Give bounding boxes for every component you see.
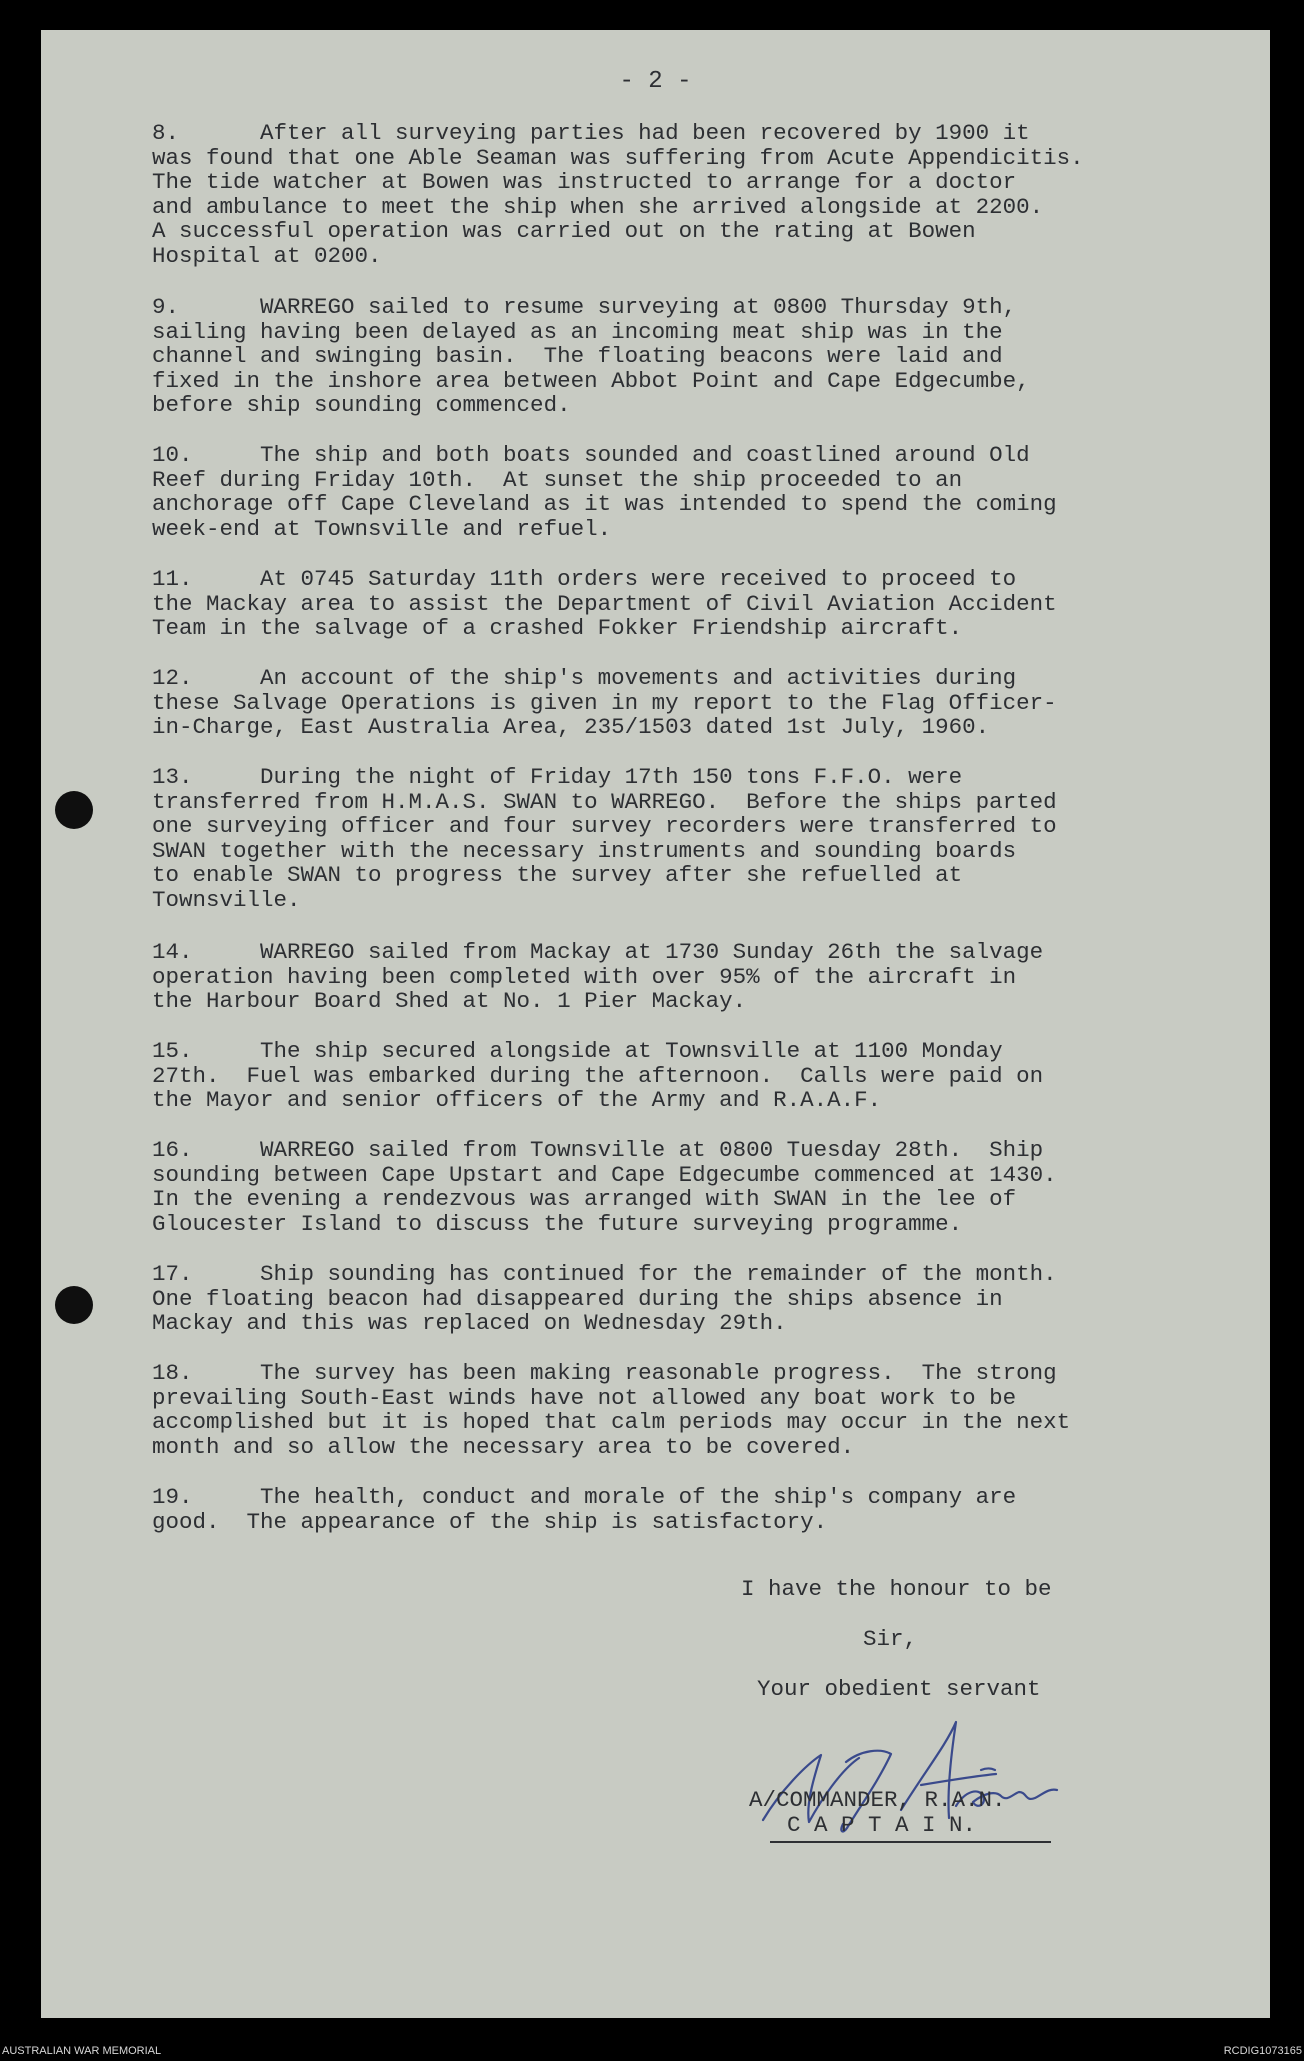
closing-line: I have the honour to be [741, 1576, 1052, 1602]
paragraph-17: 17. Ship sounding has continued for the remainder of the month. One floating beacon had disappeared during the ships absence in Mackay and this was replaced on Wednesday 29th. [152, 1261, 1057, 1337]
salutation: Sir, [863, 1626, 918, 1652]
footer-record-id: RCDIG1073165 [1223, 2045, 1302, 2057]
signatory-title: C A P T A I N. [787, 1812, 977, 1838]
paragraph-11: 11. At 0745 Saturday 11th orders were received to proceed to the Mackay area to assist the Department of Civil Aviation Accident Team in the salvage of a crashed Fokker Friendship aircraft. [152, 566, 1057, 642]
paragraph-19: 19. The health, conduct and morale of the ship's company are good. The appearance of the ship is satisfactory. [152, 1484, 1017, 1535]
closing-line: Your obedient servant [757, 1676, 1041, 1702]
signatory-rank: A/COMMANDER, R.A.N. [749, 1787, 1006, 1813]
paragraph-9: 9. WARREGO sailed to resume surveying at 0800 Thursday 9th, sailing having been delayed as an incoming meat ship was in the channel and swinging basin. The floating beacons were laid and fixed in the inshore area between Abbot Point and Cape Edgecumbe, before ship sounding commenced. [152, 294, 1030, 419]
paragraph-14: 14. WARREGO sailed from Mackay at 1730 Sunday 26th the salvage operation having been completed with over 95% of the aircraft in the Harbour Board Shed at No. 1 Pier Mackay. [152, 939, 1044, 1015]
paragraph-15: 15. The ship secured alongside at Townsville at 1100 Monday 27th. Fuel was embarked during the afternoon. Calls were paid on the Mayor and senior officers of the Army and R.A.A.F. [152, 1038, 1044, 1114]
paragraph-13: 13. During the night of Friday 17th 150 tons F.F.O. were transferred from H.M.A.S. SWAN to WARREGO. Before the ships parted one surveying officer and four survey recorders were transferred to SWAN together with the necessary instruments and sounding boards to enable SWAN to progress the survey after she refuelled at Townsville. [152, 764, 1057, 913]
paragraph-16: 16. WARREGO sailed from Townsville at 0800 Tuesday 28th. Ship sounding between Cape Upstart and Cape Edgecumbe commenced at 1430. In the evening a rendezvous was arranged with SWAN in the lee of Gloucester Island to discuss the future surveying programme. [152, 1137, 1057, 1237]
document-page [41, 30, 1270, 2018]
paragraph-8: 8. After all surveying parties had been recovered by 1900 it was found that one Able Seaman was suffering from Acute Appendicitis. The tide watcher at Bowen was instructed to arrange for a doctor and ambulance to meet the ship when she arrived alongside at 2200. A successful operation was carried out on the rating at Bowen Hospital at 0200. [152, 120, 1084, 269]
footer-archive-name: AUSTRALIAN WAR MEMORIAL [2, 2045, 162, 2057]
punch-hole [55, 791, 93, 829]
paragraph-12: 12. An account of the ship's movements and activities during these Salvage Operations is given in my report to the Flag Officer- in-Charge, East Australia Area, 235/1503 dated 1st July, 1960. [152, 665, 1057, 741]
paragraph-10: 10. The ship and both boats sounded and coastlined around Old Reef during Friday 10th. At sunset the ship proceeded to an anchorage off Cape Cleveland as it was intended to spend the coming week-end at Townsville and refuel. [152, 442, 1057, 542]
paragraph-18: 18. The survey has been making reasonable progress. The strong prevailing South-East winds have not allowed any boat work to be accomplished but it is hoped that calm periods may occur in the next month and so allow the necessary area to be covered. [152, 1360, 1071, 1460]
page-number: - 2 - [619, 68, 692, 95]
signature-underline [770, 1841, 1051, 1843]
punch-hole [55, 1286, 93, 1324]
